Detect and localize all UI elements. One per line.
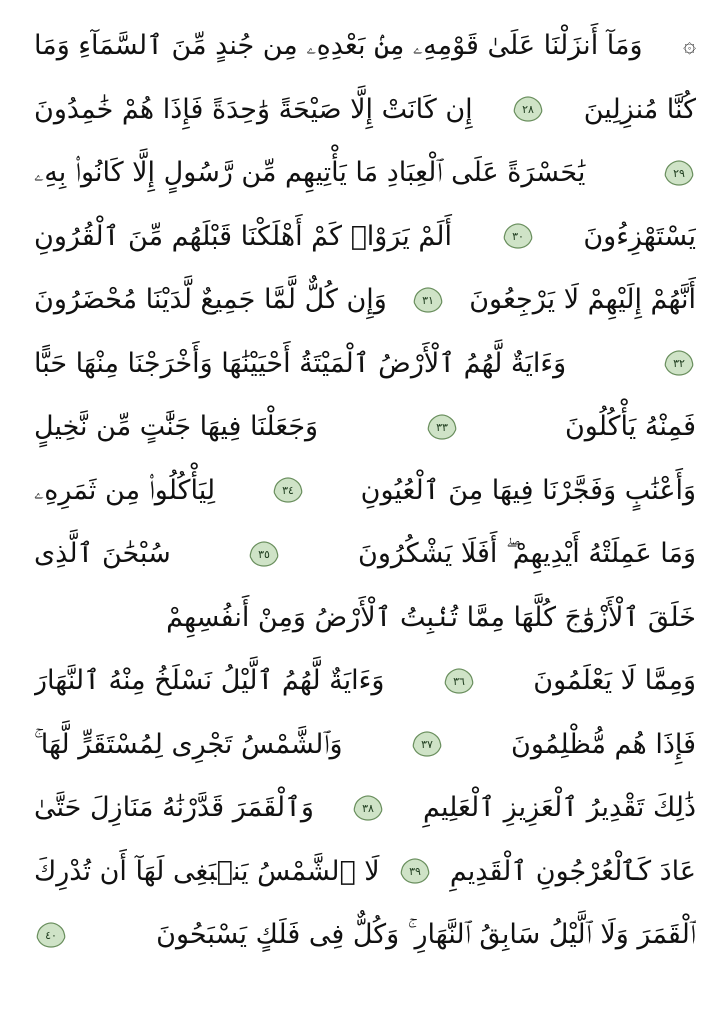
verse-text: وَءَايَةٌ لَّهُمُ ٱلَّيْلُ نَسْلَخُ مِنْهُ ٱلنَّهَارَ — [34, 665, 385, 697]
verse-number-marker — [444, 668, 474, 694]
ayah-end-icon — [36, 922, 66, 948]
verse-text: يَٰحَسْرَةً عَلَى ٱلْعِبَادِ مَا يَأْتِيهِم مِّن رَّسُولٍ إِلَّا كَانُوا۟ بِهِۦ — [34, 157, 586, 189]
text-line — [34, 586, 696, 650]
verse-number-marker — [400, 858, 430, 884]
verse-text: سُبْحَٰنَ ٱلَّذِى — [34, 538, 171, 570]
text-line — [34, 395, 696, 459]
verse-text: لِيَأْكُلُوا۟ مِن ثَمَرِهِۦ — [34, 474, 216, 506]
verse-text: وَٱلْقَمَرَ قَدَّرْنَٰهُ مَنَازِلَ حَتَّىٰ — [34, 792, 314, 824]
ayah-end-icon — [664, 160, 694, 186]
verse-text: ذَٰلِكَ تَقْدِيرُ ٱلْعَزِيزِ ٱلْعَلِيمِ — [422, 792, 696, 824]
hizb-star-icon: ۞ — [683, 32, 696, 58]
verse-number-marker — [273, 477, 303, 503]
verse-text: وَأَعْنَٰبٍ وَفَجَّرْنَا فِيهَا مِنَ ٱلْعُيُونِ — [360, 474, 696, 506]
verse-text: فَمِنْهُ يَأْكُلُونَ — [564, 411, 696, 443]
verse-text: أَلَمْ يَرَوْا۟ كَمْ أَهْلَكْنَا قَبْلَهُم مِّنَ ٱلْقُرُونِ — [34, 220, 453, 252]
text-line — [34, 205, 696, 269]
verse-text: خَلَقَ ٱلْأَزْوَٰجَ كُلَّهَا مِمَّا تُنۢبِتُ ٱلْأَرْضُ وَمِنْ أَنفُسِهِمْ — [166, 601, 696, 633]
verse-number-marker — [36, 922, 66, 948]
verse-number-marker — [513, 96, 543, 122]
text-line — [34, 332, 696, 396]
verse-text: عَادَ كَٱلْعُرْجُونِ ٱلْقَدِيمِ — [449, 855, 696, 887]
verse-text: وَءَايَةٌ لَّهُمُ ٱلْأَرْضُ ٱلْمَيْتَةُ أَحْيَيْنَٰهَا وَأَخْرَجْنَا مِنْهَا حَبًّا — [34, 347, 567, 379]
text-line — [34, 903, 696, 967]
verse-number: ٣٧ — [420, 738, 433, 752]
verse-number-marker — [353, 795, 383, 821]
verse-number: ٢٨ — [522, 103, 535, 117]
verse-text: ٱلْقَمَرَ وَلَا ٱلَّيْلُ سَابِقُ ٱلنَّهَارِ ۚ وَكُلٌّ فِى فَلَكٍ يَسْبَحُونَ — [156, 919, 696, 951]
verse-text: وَإِن كُلٌّ لَّمَّا جَمِيعٌ لَّدَيْنَا مُحْضَرُونَ — [34, 284, 387, 316]
ayah-end-icon — [444, 668, 474, 694]
verse-number: ٤٠ — [45, 928, 57, 942]
verse-text: وَمَا عَمِلَتْهُ أَيْدِيهِمْ ۖ أَفَلَا يَشْكُرُونَ — [357, 538, 696, 570]
ayah-end-icon — [503, 223, 533, 249]
verse-number: ٣٦ — [452, 674, 465, 688]
verse-text: إِن كَانَتْ إِلَّا صَيْحَةً وَٰحِدَةً فَإِذَا هُمْ خَٰمِدُونَ — [34, 93, 473, 125]
verse-text: فَإِذَا هُم مُّظْلِمُونَ — [511, 728, 696, 760]
ayah-end-icon — [400, 858, 430, 884]
ayah-end-icon — [413, 287, 443, 313]
ayah-end-icon — [412, 731, 442, 757]
ayah-end-icon — [427, 414, 457, 440]
text-line — [34, 840, 696, 904]
verse-number-marker — [503, 223, 533, 249]
verse-number-marker — [427, 414, 457, 440]
ayah-end-icon — [249, 541, 279, 567]
ayah-end-icon — [353, 795, 383, 821]
verse-text: لَا ٱلشَّمْسُ يَنۢبَغِى لَهَآ أَن تُدْرِكَ — [34, 855, 380, 887]
verse-text: وَٱلشَّمْسُ تَجْرِى لِمُسْتَقَرٍّ لَّهَا ۚ — [34, 728, 343, 760]
text-line — [34, 268, 696, 332]
verse-number-marker — [249, 541, 279, 567]
verse-number: ٣٣ — [435, 420, 448, 434]
verse-number-marker — [664, 350, 694, 376]
verse-number: ٣٢ — [673, 357, 685, 371]
verse-number-marker — [664, 160, 694, 186]
text-line — [34, 649, 696, 713]
ayah-end-icon — [664, 350, 694, 376]
verse-text: يَسْتَهْزِءُونَ — [583, 220, 696, 252]
verse-text: وَمَآ أَنزَلْنَا عَلَىٰ قَوْمِهِۦ مِنۢ بَعْدِهِۦ مِن جُندٍ مِّنَ ٱلسَّمَآءِ وَمَا — [34, 30, 643, 62]
text-line — [34, 14, 696, 78]
verse-number: ٣١ — [422, 293, 434, 307]
verse-number: ٣٥ — [258, 547, 271, 561]
ayah-end-icon — [513, 96, 543, 122]
text-line — [34, 141, 696, 205]
text-line — [34, 713, 696, 777]
verse-number: ٣٩ — [408, 865, 421, 879]
verse-number: ٢٩ — [673, 166, 685, 180]
text-line — [34, 459, 696, 523]
text-line — [34, 776, 696, 840]
text-line — [34, 522, 696, 586]
verse-number-marker — [413, 287, 443, 313]
verse-number-marker — [412, 731, 442, 757]
quran-text-block — [34, 14, 696, 967]
verse-number: ٣٠ — [511, 230, 524, 244]
verse-number: ٣٤ — [281, 484, 294, 498]
verse-text: كُنَّا مُنزِلِينَ — [583, 93, 696, 125]
ayah-end-icon — [273, 477, 303, 503]
text-line — [34, 78, 696, 142]
verse-text: وَمِمَّا لَا يَعْلَمُونَ — [533, 665, 696, 697]
verse-text: أَنَّهُمْ إِلَيْهِمْ لَا يَرْجِعُونَ — [469, 284, 696, 316]
verse-text: وَجَعَلْنَا فِيهَا جَنَّٰتٍ مِّن نَّخِيلٍ — [34, 411, 319, 443]
verse-number: ٣٨ — [362, 801, 375, 815]
